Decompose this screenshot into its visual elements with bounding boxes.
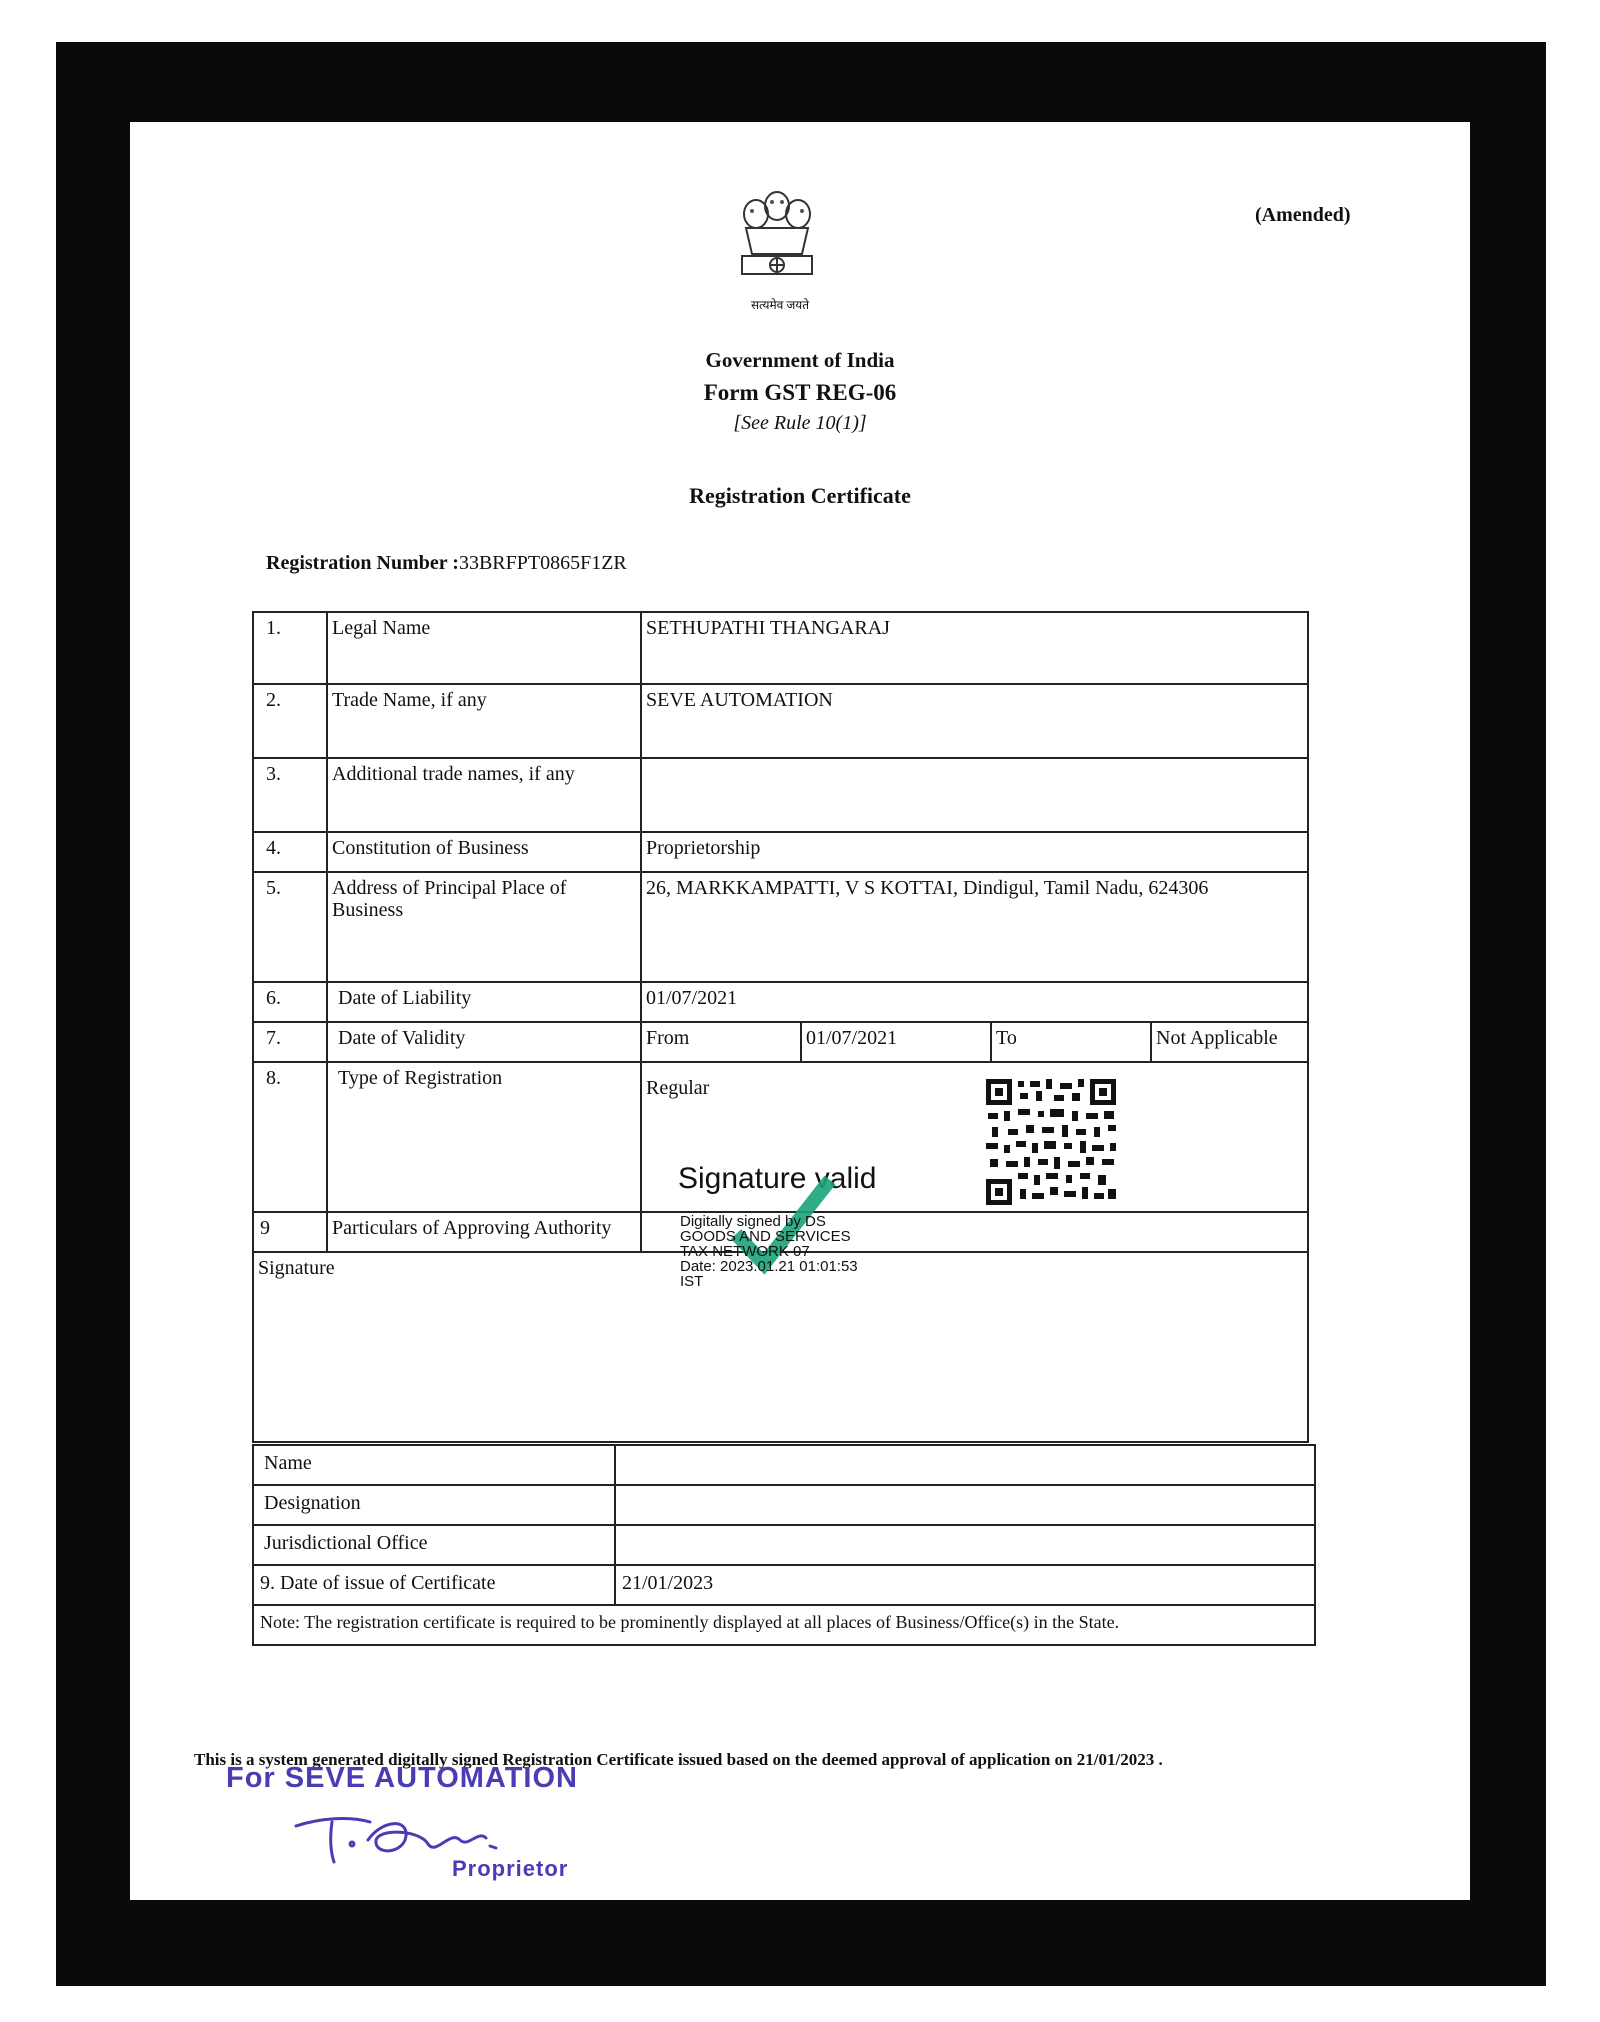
row-label: Type of Registration xyxy=(327,1062,641,1212)
row-value: 26, MARKKAMPATTI, V S KOTTAI, Dindigul, Tamil Nadu, 624306 xyxy=(641,872,1308,982)
table-row xyxy=(253,758,1308,832)
officer-value xyxy=(615,1525,1315,1565)
company-stamp-title: For SEVE AUTOMATION xyxy=(226,1762,578,1794)
officer-value xyxy=(615,1485,1315,1525)
signature-detail-line: GOODS AND SERVICES xyxy=(680,1228,851,1245)
row-number: 4. xyxy=(253,832,327,872)
validity-from-value: 01/07/2021 xyxy=(801,1022,991,1062)
digital-signature-details xyxy=(680,1214,858,1289)
row-value: SEVE AUTOMATION xyxy=(641,684,1308,758)
row-number: 9 xyxy=(253,1212,327,1252)
rule-reference: [See Rule 10(1)] xyxy=(733,412,867,434)
row-label: Particulars of Approving Authority xyxy=(327,1212,641,1252)
signature-label: Signature xyxy=(253,1252,1308,1442)
row-number: 2. xyxy=(253,684,327,758)
table-row xyxy=(253,1445,1315,1485)
emblem-motto: सत्यमेव जयते xyxy=(750,298,810,312)
row-label: Date of Liability xyxy=(327,982,641,1022)
officer-label: Designation xyxy=(253,1485,615,1525)
row-label: Legal Name xyxy=(327,612,641,684)
row-number: 5. xyxy=(253,872,327,982)
row-label: Trade Name, if any xyxy=(327,684,641,758)
row-label: Additional trade names, if any xyxy=(327,758,641,832)
table-row xyxy=(253,1605,1315,1645)
amended-label: (Amended) xyxy=(1255,204,1351,226)
officer-label: Jurisdictional Office xyxy=(253,1525,615,1565)
row-value: 01/07/2021 xyxy=(641,982,1308,1022)
table-row xyxy=(253,1525,1315,1565)
officer-label: 9. Date of issue of Certificate xyxy=(253,1565,615,1605)
row-number: 6. xyxy=(253,982,327,1022)
table-row xyxy=(253,1485,1315,1525)
footer-statement: This is a system generated digitally signed Registration Certificate issued based on the deemed approval of application on 21/01/2023 . xyxy=(194,1750,1163,1769)
table-row xyxy=(253,832,1308,872)
row-number: 3. xyxy=(253,758,327,832)
officer-value: 21/01/2023 xyxy=(615,1565,1315,1605)
signature-detail-line: Date: 2023.01.21 01:01:53 xyxy=(680,1258,858,1275)
registration-number xyxy=(266,552,627,575)
row-number: 8. xyxy=(253,1062,327,1212)
row-value: Proprietorship xyxy=(641,832,1308,872)
row-label: Address of Principal Place of Business xyxy=(327,872,641,982)
officer-value xyxy=(615,1445,1315,1485)
note-text: Note: The registration certificate is required to be prominently displayed at all places of Business/Office(s) in the State. xyxy=(253,1605,1315,1645)
form-heading: Form GST REG-06 xyxy=(703,380,897,405)
table-row xyxy=(253,684,1308,758)
row-label: Constitution of Business xyxy=(327,832,641,872)
row-value: SETHUPATHI THANGARAJ xyxy=(641,612,1308,684)
table-row xyxy=(253,982,1308,1022)
table-row xyxy=(253,1022,1308,1062)
approving-authority-table xyxy=(252,1444,1316,1646)
certificate-title: Registration Certificate xyxy=(689,483,911,508)
signature-valid-text: Signature valid xyxy=(678,1162,877,1195)
signature-detail-line: TAX NETWORK 07 xyxy=(680,1243,810,1260)
row-value: Regular xyxy=(641,1062,1308,1212)
table-row xyxy=(253,612,1308,684)
table-row xyxy=(253,872,1308,982)
government-heading: Government of India xyxy=(705,348,895,372)
validity-from-label: From xyxy=(641,1022,801,1062)
registration-details-table xyxy=(252,611,1309,1443)
officer-label: Name xyxy=(253,1445,615,1485)
ashoka-emblem-icon xyxy=(732,184,822,314)
registration-number-label: Registration Number : xyxy=(266,552,459,574)
validity-to-label: To xyxy=(991,1022,1151,1062)
row-label: Date of Validity xyxy=(327,1022,641,1062)
row-value xyxy=(641,758,1308,832)
registration-number-value: 33BRFPT0865F1ZR xyxy=(458,552,627,574)
signature-detail-line: IST xyxy=(680,1273,704,1290)
company-stamp-role: Proprietor xyxy=(452,1856,569,1881)
validity-to-value: Not Applicable xyxy=(1151,1022,1308,1062)
row-number: 1. xyxy=(253,612,327,684)
table-row xyxy=(253,1565,1315,1605)
signature-detail-line: Digitally signed by DS xyxy=(680,1213,826,1230)
qr-code-icon xyxy=(984,1077,1118,1207)
row-number: 7. xyxy=(253,1022,327,1062)
